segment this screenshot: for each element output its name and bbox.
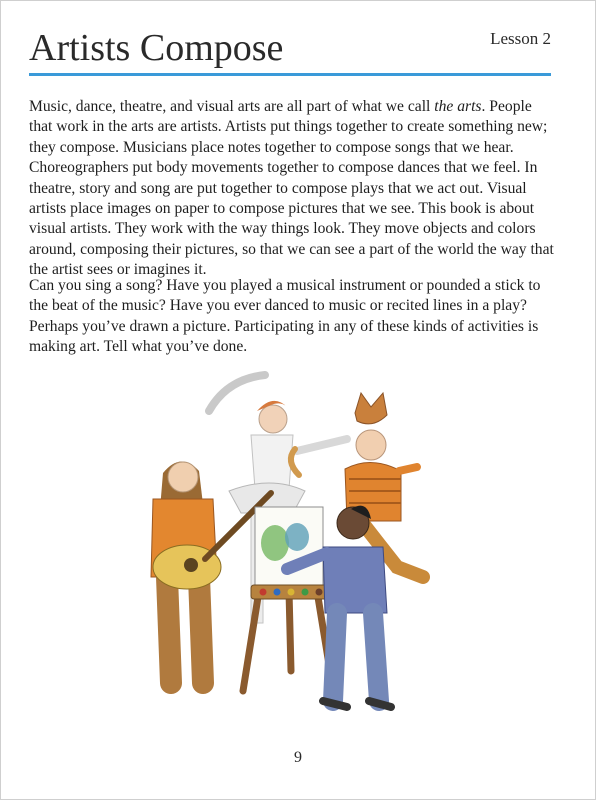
easel-with-painting [243,507,333,691]
question-paragraph: Can you sing a song? Have you played a musical instrument or pounded a stick to the beat of the music? Have you ever danced to music or recited lines in a play? Perhaps you’ve drawn a picture. Participating in any of these kinds of activities is making art. Tell what you’ve done. [29,277,541,356]
intro-paragraph-lead: Music, dance, theatre, and visual arts are all part of what we call [29,98,435,115]
emphasized-term: the arts [434,98,482,115]
artists-illustration [147,371,447,721]
page-title: Artists Compose [29,27,284,69]
intro-paragraph-rest: . People that work in the arts are artists. Artists put things together to create something new; they compose. Musicians place notes together to compose songs that we hear. Choreographers put body movements together to compose dances that we feel. In theatre, story and song are put together to compose plays that we act out. Visual artists place images on paper to compose pictures that we see. This book is about visual artists. They work with the way things look. They move objects and colors around, composing their pictures, so that we can see a part of the world the way that the artist sees or imagines it. [29,98,554,279]
lesson-label: Lesson 2 [490,29,551,48]
page-number: 9 [294,749,302,766]
title-divider [29,73,551,76]
intro-paragraph [29,97,559,281]
